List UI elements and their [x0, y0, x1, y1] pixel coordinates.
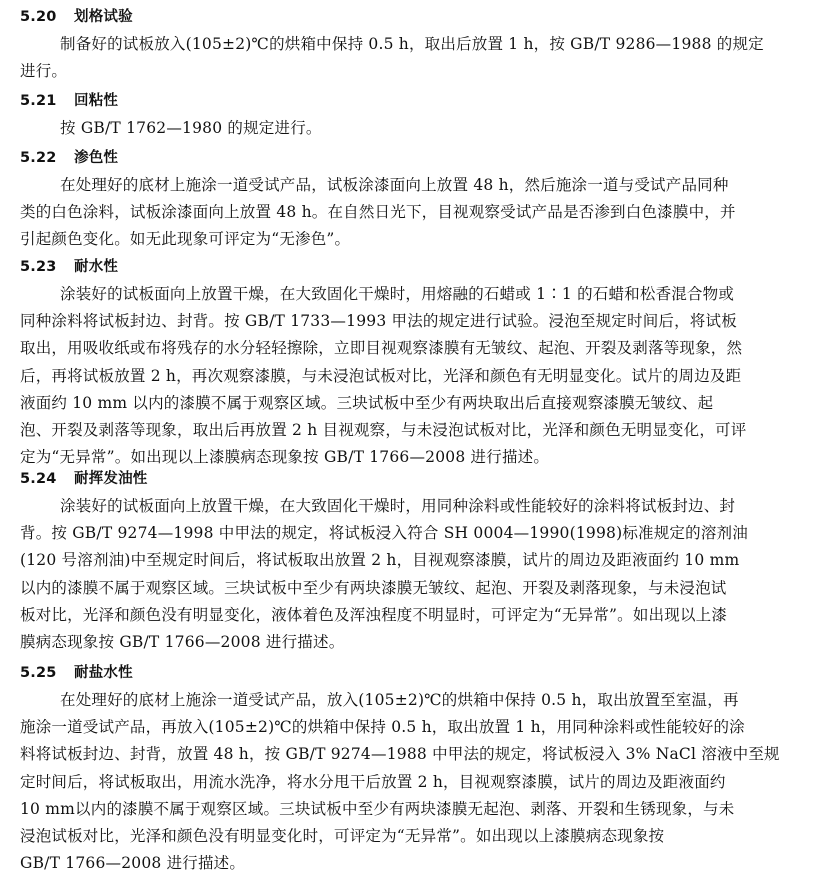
section-heading	[20, 149, 118, 167]
section-heading	[20, 470, 148, 488]
paragraph-line: 涂装好的试板面向上放置干燥，在大致固化干燥时，用同种涂料或性能较好的涂料将试板封边、封	[60, 497, 736, 515]
section-title: 渗色性	[74, 150, 119, 166]
paragraph-line: 后，再将试板放置 2 h，再次观察漆膜，与未浸泡试板对比，光泽和颜色有无明显变化。试片的周边及距	[20, 366, 742, 385]
paragraph-line: 进行。	[20, 62, 68, 81]
paragraph-line: 料将试板封边、封背，放置 48 h，按 GB/T 9274—1988 中甲法的规定，将试板浸入 3% NaCl 溶液中至规	[20, 745, 780, 764]
section-number: 5.22	[20, 150, 57, 166]
section-heading	[20, 664, 133, 682]
paragraph-line: 涂装好的试板面向上放置干燥，在大致固化干燥时，用熔融的石蜡或 1∶1 的石蜡和松香混合物或	[60, 285, 735, 303]
paragraph-line: 以内的漆膜不属于观察区域。三块试板中至少有两块漆膜无皱纹、起泡、开裂及剥落现象，与未浸泡试	[20, 578, 727, 597]
section-number: 5.23	[20, 259, 57, 275]
section-title: 回粘性	[74, 93, 119, 109]
section-number: 5.21	[20, 93, 57, 109]
paragraph-line: 按 GB/T 1762—1980 的规定进行。	[60, 119, 322, 137]
paragraph-line: 浸泡试板对比，光泽和颜色没有明显变化时，可评定为“无异常”。如出现以上漆膜病态现象按	[20, 827, 665, 845]
paragraph-line: 泡、开裂及剥落等现象，取出后再放置 2 h 目视观察，与未浸泡试板对比，光泽和颜色无明显变化，可评	[20, 421, 747, 439]
paragraph-line: 同种涂料将试板封边、封背。按 GB/T 1733—1993 甲法的规定进行试验。浸泡至规定时间后，将试板	[20, 312, 737, 331]
section-number: 5.25	[20, 665, 57, 681]
paragraph-line: 制备好的试板放入(105±2)℃的烘箱中保持 0.5 h，取出后放置 1 h，按 GB/T 9286—1988 的规定	[60, 35, 764, 53]
section-heading	[20, 8, 133, 26]
section-number: 5.20	[20, 9, 57, 25]
paragraph-line: 在处理好的底材上施涂一道受试产品，试板涂漆面向上放置 48 h，然后施涂一道与受试产品同种	[60, 176, 729, 194]
paragraph-line: 定时间后，将试板取出，用流水洗净，将水分甩干后放置 2 h，目视观察漆膜，试片的周边及距液面约	[20, 772, 726, 791]
paragraph-line: 取出，用吸收纸或布将残存的水分轻轻擦除，立即目视观察漆膜有无皱纹、起泡、开裂及剥落等现象，然	[20, 339, 743, 358]
paragraph-line: 背。按 GB/T 9274—1998 中甲法的规定，将试板浸入符合 SH 0004—1990(1998)标准规定的溶剂油	[20, 524, 748, 543]
paragraph-line: 引起颜色变化。如无此现象可评定为“无渗色”。	[20, 230, 351, 249]
paragraph-line: 膜病态现象按 GB/T 1766—2008 进行描述。	[20, 633, 345, 651]
section-number: 5.24	[20, 471, 57, 487]
paragraph-line: 液面约 10 mm 以内的漆膜不属于观察区域。三块试板中至少有两块取出后直接观察漆膜无皱纹、起	[20, 393, 714, 412]
section-title: 耐水性	[74, 259, 119, 275]
paragraph-line: GB/T 1766—2008 进行描述。	[20, 854, 246, 872]
section-title: 耐盐水性	[74, 665, 133, 681]
paragraph-line: (120 号溶剂油)中至规定时间后，将试板取出放置 2 h，目视观察漆膜，试片的周边及距液面约 10 mm	[20, 551, 740, 570]
section-title: 耐挥发油性	[74, 471, 148, 487]
paragraph-line: 施涂一道受试产品，再放入(105±2)℃的烘箱中保持 0.5 h，取出放置 1 h，用同种涂料或性能较好的涂	[20, 718, 745, 737]
section-title: 划格试验	[74, 9, 133, 25]
paragraph-line: 类的白色涂料，试板涂漆面向上放置 48 h。在自然日光下，目视观察受试产品是否渗到白色漆膜中，并	[20, 203, 736, 222]
section-heading	[20, 92, 118, 110]
paragraph-line: 板对比，光泽和颜色没有明显变化，液体着色及浑浊程度不明显时，可评定为“无异常”。如出现以上漆	[20, 605, 728, 624]
paragraph-line: 定为“无异常”。如出现以上漆膜病态现象按 GB/T 1766—2008 进行描述。	[20, 448, 550, 467]
section-heading	[20, 258, 118, 276]
paragraph-line: 在处理好的底材上施涂一道受试产品，放入(105±2)℃的烘箱中保持 0.5 h，取出放置至室温，再	[60, 691, 739, 709]
paragraph-line: 10 mm以内的漆膜不属于观察区域。三块试板中至少有两块漆膜无起泡、剥落、开裂和生锈现象，与未	[20, 799, 735, 818]
